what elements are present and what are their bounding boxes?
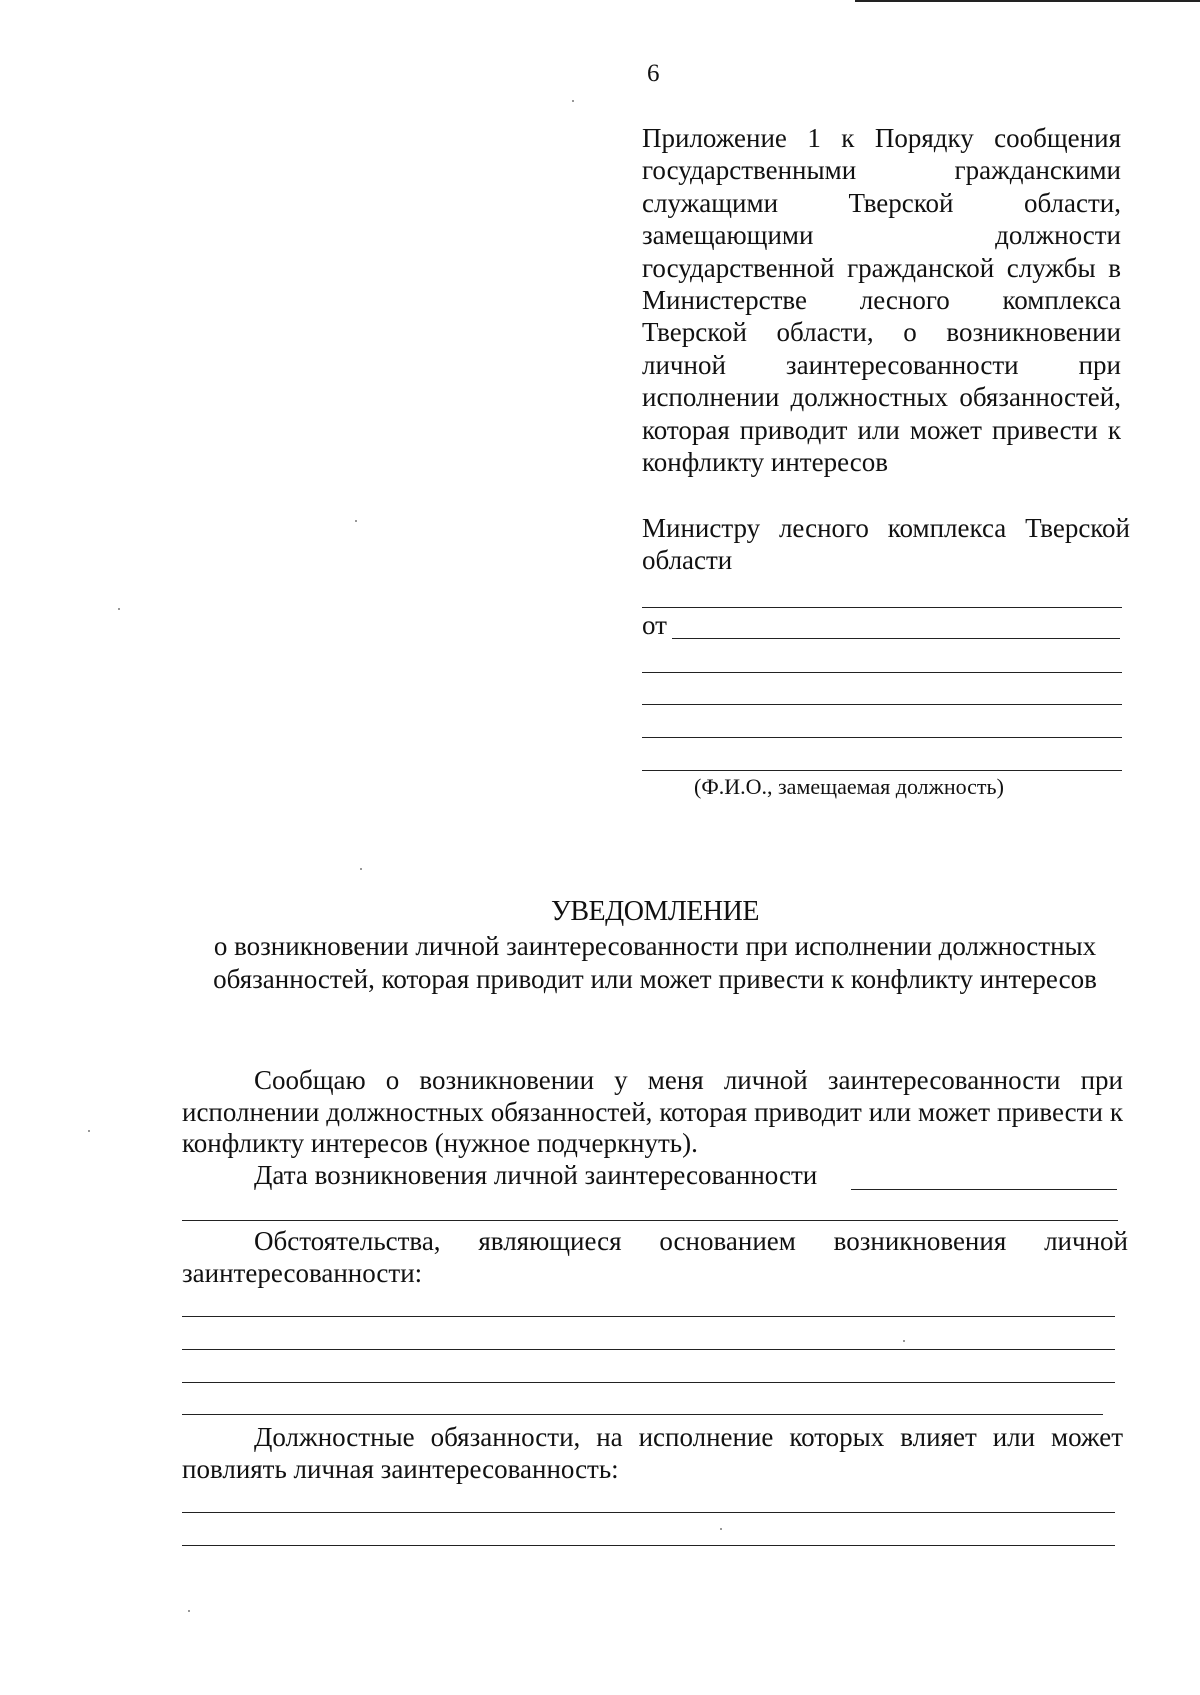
scan-speck xyxy=(188,1610,190,1612)
scan-speck xyxy=(118,608,120,610)
circumstances-line xyxy=(182,1316,1115,1317)
addressee-minister: Министру лесного комплекса Тверской области xyxy=(642,513,1130,575)
notice-paragraph: Сообщаю о возникновении у меня личной заинтересованности при исполнении должностных обязанностей, которая приводит или может привести к конфликту интересов (нужное подчеркнуть). xyxy=(182,1065,1123,1158)
page-number: 6 xyxy=(647,60,660,87)
date-label: Дата возникновения личной заинтересованности xyxy=(254,1160,818,1190)
date-continuation-line xyxy=(182,1220,1118,1221)
fio-caption: (Ф.И.О., замещаемая должность) xyxy=(694,774,1004,799)
circumstances-line xyxy=(182,1349,1115,1350)
duties-line xyxy=(182,1545,1115,1546)
addressee-line xyxy=(642,737,1122,738)
addressee-line xyxy=(642,607,1122,608)
scan-speck xyxy=(355,520,357,522)
date-line xyxy=(851,1189,1117,1190)
circumstances-line xyxy=(182,1382,1115,1383)
scan-speck xyxy=(572,100,574,102)
circumstances-line xyxy=(182,1414,1103,1415)
duties-line xyxy=(182,1512,1115,1513)
from-line xyxy=(672,638,1120,639)
scan-speck xyxy=(720,1528,722,1530)
scan-speck xyxy=(903,1340,905,1342)
addressee-line xyxy=(642,672,1122,673)
duties-label: Должностные обязанности, на исполнение которых влияет или может повлиять личная заинтересованность: xyxy=(182,1422,1123,1484)
addressee-line xyxy=(642,770,1122,771)
appendix-reference: Приложение 1 к Порядку сообщения государственными гражданскими служащими Тверской области, замещающими должности государственной гражданской службы в Министерстве лесного комплекса Тверской области, о возникновении личной заинтересованности при исполнении должностных обязанностей, которая приводит или может привести к конфликту интересов xyxy=(642,123,1121,478)
from-label: от xyxy=(642,610,667,640)
addressee-line xyxy=(642,704,1122,705)
scan-edge-line xyxy=(855,0,1200,2)
scan-speck xyxy=(88,1130,90,1132)
circumstances-label: Обстоятельства, являющиеся основанием возникновения личной заинтересованности: xyxy=(182,1226,1128,1288)
scan-speck xyxy=(360,868,362,870)
notice-title: УВЕДОМЛЕНИЕ xyxy=(551,896,759,927)
notice-subtitle: о возникновении личной заинтересованности при исполнении должностных обязанностей, которая приводит или может привести к конфликту интересов xyxy=(213,931,1097,994)
